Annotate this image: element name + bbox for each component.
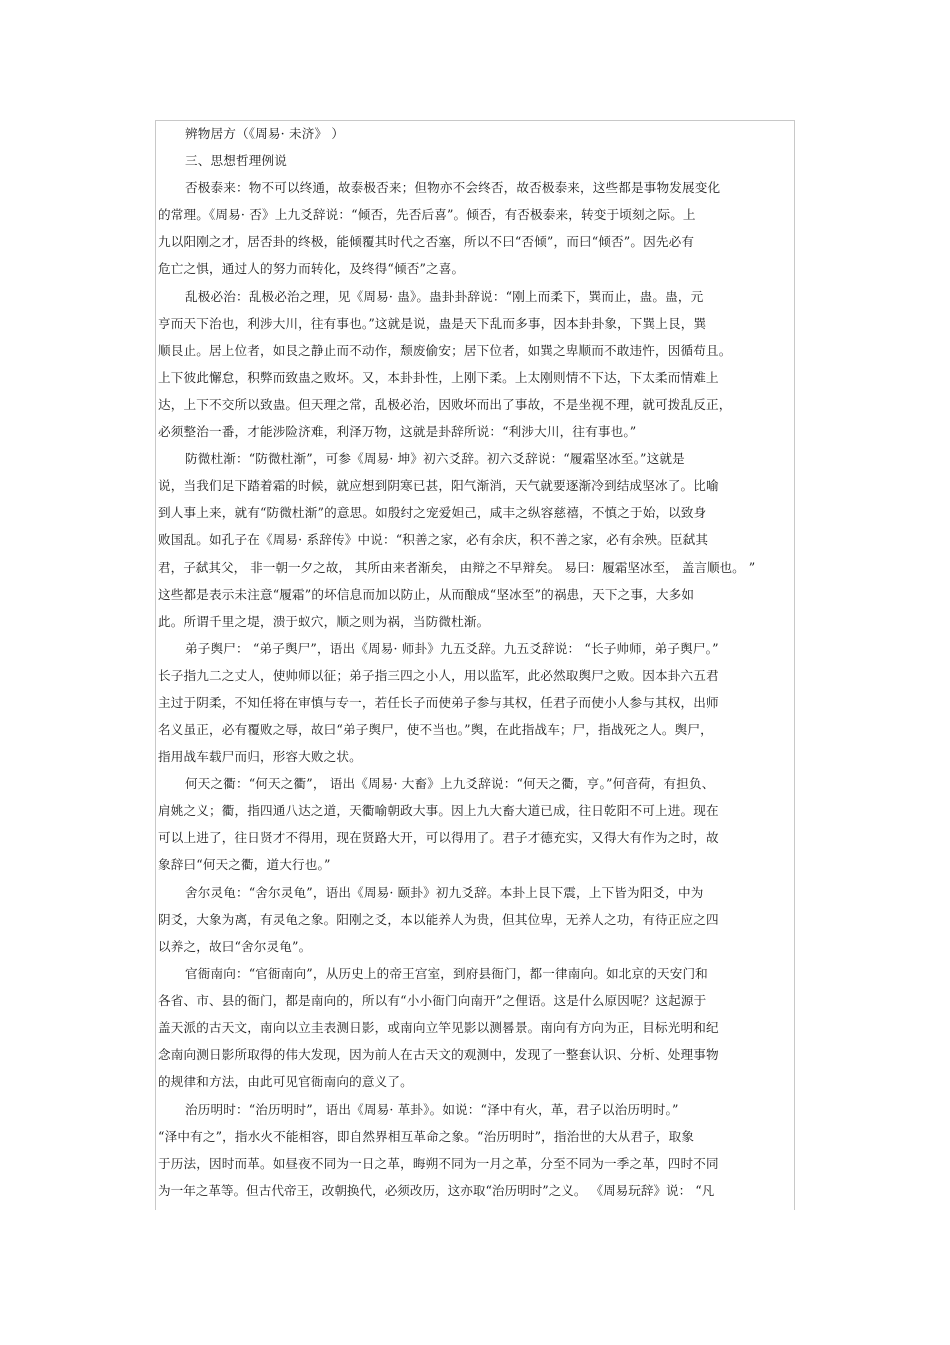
text-line: 达，上下不交所以致蛊。但天理之常，乱极必治，因败坏而出了事故，不是坐视不理，就可拨乱反正， <box>158 397 732 412</box>
text-line: 防微杜渐：“防微杜渐”，可参《周易· 坤》初六爻辞。初六爻辞说：“履霜坚冰至。”这就是 <box>185 451 685 466</box>
text-line: 此。所谓千里之堤，溃于蚁穴，顺之则为祸，当防微杜渐。 <box>158 614 490 629</box>
text-line: 指用战车载尸而归，形容大败之状。 <box>158 749 362 764</box>
text-line: 乱极必治：乱极必治之理，见《周易· 蛊》。蛊卦卦辞说：“刚上而柔下，巽而止，蛊。蛊，元 <box>185 289 704 304</box>
text-line: 象辞曰“何天之衢，道大行也。” <box>158 857 331 872</box>
section-heading: 三、思想哲理例说 <box>185 153 287 168</box>
text-line: 各省、市、县的衙门，都是南向的，所以有“小小衙门向南开”之俚语。这是什么原因呢？这起源于 <box>158 993 707 1008</box>
text-line: 亨而天下治也，利涉大川，往有事也。”这就是说，蛊是天下乱而多事，因本卦卦象，下巽上艮，巽 <box>158 316 707 331</box>
text-line: 于历法，因时而革。如昼夜不同为一日之革，晦朔不同为一月之革，分至不同为一季之革，四时不同 <box>158 1156 719 1171</box>
text-line: 何天之衢：“何天之衢”， 语出《周易· 大畜》上九爻辞说：“何天之衢，亨。”何音荷，有担负、 <box>185 776 715 791</box>
text-line: 到人事上来，就有“防微杜渐”的意思。如殷纣之宠爱妲己，咸丰之纵容慈禧，不慎之于始，以致身 <box>158 505 707 520</box>
text-line: 上下彼此懈怠，积弊而致蛊之败坏。又，本卦卦性，上刚下柔。上太刚则情不下达，下太柔而情难上 <box>158 370 719 385</box>
text-line: 盖天派的古天文，南向以立圭表测日影，或南向立竿见影以测晷景。南向有方向为正，目标光明和纪 <box>158 1020 719 1035</box>
text-line: 以养之，故曰“舍尔灵龟”。 <box>158 939 312 954</box>
text-line: 肩姚之义；衢，指四通八达之道，天衢喻朝政大事。因上九大畜大道已成，往日乾阳不可上进。现在 <box>158 803 719 818</box>
text-line: 的规律和方法，由此可见官衙南向的意义了。 <box>158 1074 413 1089</box>
text-line: 长子指九二之丈人，使帅师以征；弟子指三四之小人，用以监军，此必然取舆尸之败。因本卦六五君 <box>158 668 719 683</box>
text-line: “泽中有之”，指水火不能相容，即自然界相互革命之象。“治历明时”，指治世的大从君子，取象 <box>158 1129 695 1144</box>
text-line: 可以上进了，往日贤才不得用，现在贤路大开，可以得用了。君子才德充实，又得大有作为之时，故 <box>158 830 719 845</box>
text-line: 说，当我们足下踏着霜的时候，就应想到阴寒已甚，阳气渐消，天气就要逐渐冷到结成坚冰了。比喻 <box>158 478 719 493</box>
text-line: 治历明时：“治历明时”，语出《周易· 革卦》。如说：“泽中有火，革，君子以治历明时。” <box>185 1102 679 1117</box>
text-line: 舍尔灵龟：“舍尔灵龟”，语出《周易· 颐卦》初九爻辞。本卦上艮下震，上下皆为阳爻，中为 <box>185 885 704 900</box>
text-line: 九以阳刚之才，居否卦的终极，能倾覆其时代之否塞，所以不曰“否倾”，而曰“倾否”。因先必有 <box>158 234 695 249</box>
text-line: 辨物居方（《周易· 未济》 ） <box>185 126 345 141</box>
text-line: 弟子舆尸： “弟子舆尸”，语出《周易· 师卦》九五爻辞。九五爻辞说： “长子帅师，弟子舆尸。” <box>185 641 719 656</box>
text-line: 必须整治一番，才能涉险济难，利泽万物，这就是卦辞所说：“利涉大川，往有事也。” <box>158 424 637 439</box>
text-line: 危亡之惧，通过人的努力而转化，及终得“倾否”之喜。 <box>158 261 465 276</box>
text-line: 败国乱。如孔子在《周易· 系辞传》中说：“积善之家，必有余庆，积不善之家，必有余殃。臣弑其 <box>158 532 709 547</box>
text-line: 主过于阴柔，不知任将在审慎与专一，若任长子而使弟子参与其权，任君子而使小人参与其权，出师 <box>158 695 719 710</box>
text-line: 否极泰来：物不可以终通，故泰极否来；但物亦不会终否，故否极泰来，这些都是事物发展变化 <box>185 180 721 195</box>
text-line: 名义虽正，必有覆败之辱，故曰“弟子舆尸，使不当也。”舆，在此指战车；尸，指战死之人。舆尸， <box>158 722 713 737</box>
text-line: 君，子弑其父， 非一朝一夕之故， 其所由来者渐矣， 由辩之不早辩矣。 易曰：履霜坚冰至， 盖言顺也。 ” <box>158 560 756 575</box>
text-line: 这些都是表示未注意“履霜”的坏信息而加以防止，从而酿成“坚冰至”的祸患，天下之事，大多如 <box>158 587 695 602</box>
text-line: 顺艮止。居上位者，如艮之静止而不动作，颓废偷安；居下位者，如巽之卑顺而不敢违忤，因循苟且。 <box>158 343 732 358</box>
text-line: 官衙南向：“官衙南向”，从历史上的帝王宫室，到府县衙门，都一律南向。如北京的天安门和 <box>185 966 708 981</box>
text-line: 念南向测日影所取得的伟大发现，因为前人在古天文的观测中，发现了一整套认识、分析、处理事物 <box>158 1047 719 1062</box>
text-line: 的常理。《周易· 否》上九爻辞说：“倾否，先否后喜”。倾否，有否极泰来，转变于顷刻之际。上 <box>158 207 696 222</box>
text-line: 阴爻，大象为离，有灵龟之象。阳刚之爻，本以能养人为贵，但其位卑，无养人之功，有待正应之四 <box>158 912 719 927</box>
text-line: 为一年之革等。但古代帝王，改朝换代，必须改历，这亦取“治历明时”之义。 《周易玩辞》说： “凡 <box>158 1183 715 1198</box>
